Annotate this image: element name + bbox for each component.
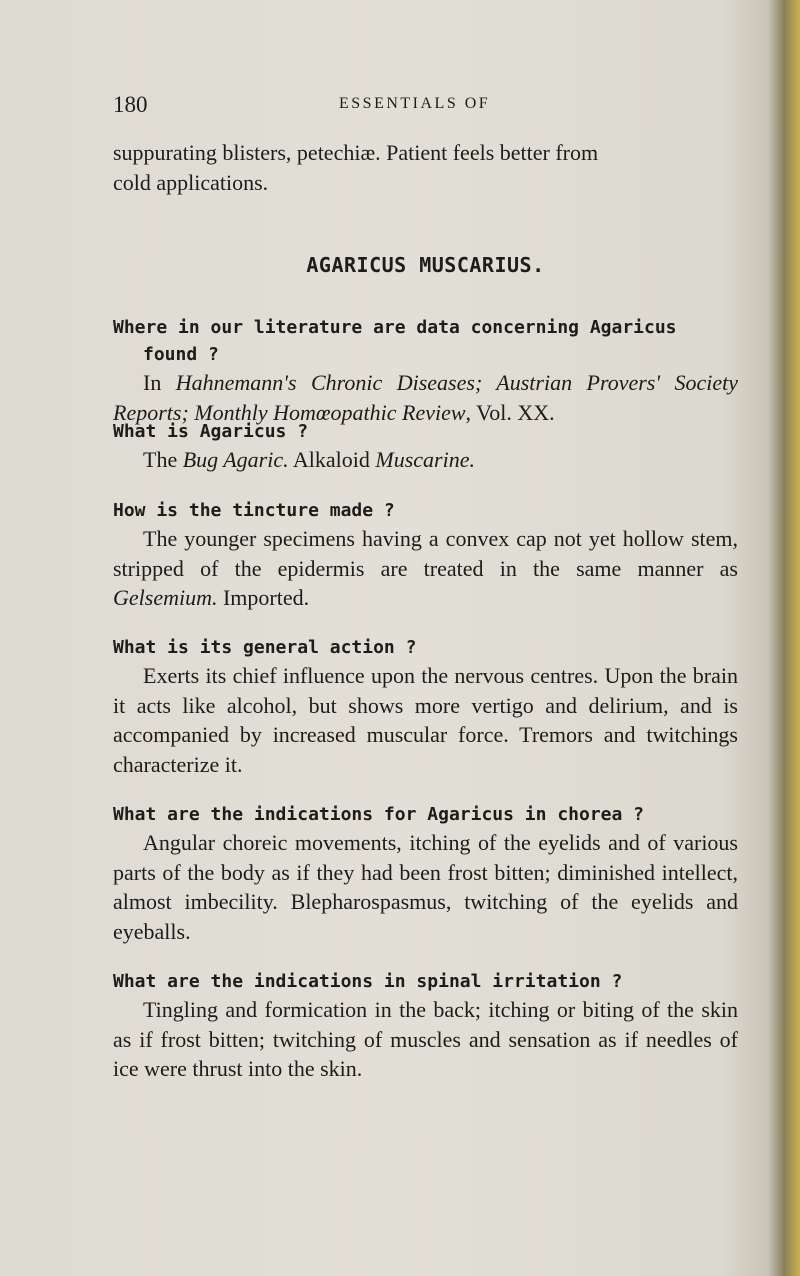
question-literature: Where in our literature are data concerning Agaricus found ? [113, 317, 677, 365]
question-spinal-irritation: What are the indications in spinal irritation ? [113, 971, 623, 992]
answer-spinal-irritation: Tingling and formication in the back; itching or biting of the skin as if frost bitten; twitching of muscles and sensation as if needles of ice were thrust into the skin. [113, 997, 738, 1081]
question-chorea: What are the indications for Agaricus in chorea ? [113, 804, 645, 825]
answer-tincture: The younger specimens having a convex cap not yet hollow stem, stripped of the epidermis are treated in the same manner as Gelsemium. Imported. [113, 526, 738, 610]
answer-general-action: Exerts its chief influence upon the nervous centres. Upon the brain it acts like alcohol, but shows more vertigo and delirium, and is accompanied by increased muscular force. Tremors and twitchings characterize it. [113, 663, 738, 777]
qa-spinal-irritation [113, 968, 738, 1093]
qa-general-action [113, 634, 738, 788]
question-what-is: What is Agaricus ? [113, 421, 309, 442]
intro-paragraph [113, 138, 738, 197]
answer-literature: In Hahnemann's Chronic Diseases; Austrian Provers' Society Reports; Monthly Homœopathic Review, Vol. XX. [113, 370, 739, 425]
answer-chorea: Angular choreic movements, itching of the eyelids and of various parts of the body as if they had been frost bitten; diminished intellect, almost imbecility. Blepharospasmus, twitching of the eyelids and eyeballs. [113, 830, 738, 944]
question-general-action: What is its general action ? [113, 637, 417, 658]
running-head [113, 92, 733, 120]
answer-what-is: The Bug Agaric. Alkaloid Muscarine. [143, 447, 475, 472]
question-tincture: How is the tincture made ? [113, 500, 395, 521]
intro-line-2: cold applications. [113, 169, 269, 195]
page-number: 180 [113, 92, 148, 117]
intro-line-1: suppurating blisters, petechiæ. Patient feels better from [113, 140, 599, 165]
running-title: ESSENTIALS OF [339, 95, 491, 112]
section-title: AGARICUS MUSCARIUS. [306, 253, 545, 277]
qa-tincture [113, 497, 738, 622]
qa-chorea [113, 801, 738, 955]
qa-what-is [113, 418, 738, 484]
